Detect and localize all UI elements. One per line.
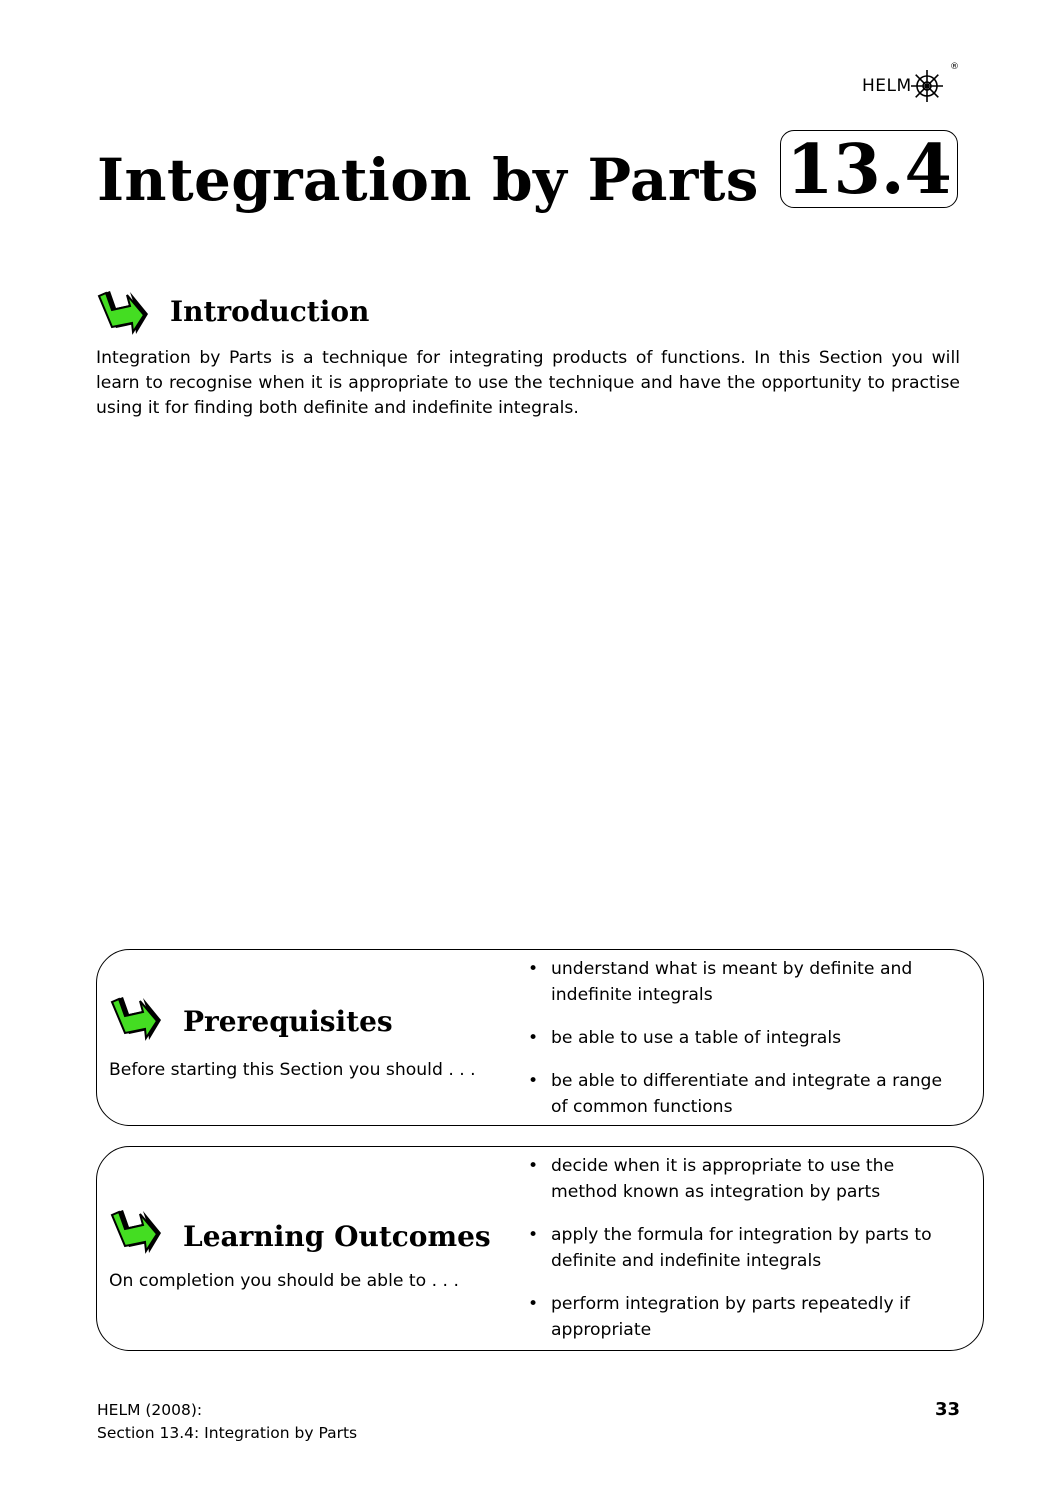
registered-mark: ® (950, 62, 959, 72)
green-arrow-icon (109, 1207, 165, 1259)
learning-outcomes-box (96, 1146, 984, 1351)
footer-line-1: HELM (2008): (97, 1401, 203, 1419)
list-item: • apply the formula for integration by parts to definite and indefinite integrals (525, 1222, 945, 1274)
list-item: • be able to differentiate and integrate a range of common functions (525, 1068, 945, 1120)
list-item: • perform integration by parts repeatedly if appropriate (525, 1291, 945, 1343)
prerequisites-box (96, 949, 984, 1126)
list-item: • be able to use a table of integrals (525, 1025, 945, 1051)
learning-outcomes-subtitle: On completion you should be able to . . . (109, 1271, 459, 1291)
green-arrow-icon (96, 288, 152, 340)
list-item: • understand what is meant by definite and indefinite integrals (525, 956, 945, 1008)
introduction-text: Integration by Parts is a technique for integrating products of functions. In this Section you will learn to recognise when it is appropriate to use the technique and have the opportunity to practise using it for finding both definite and indefinite integrals. (96, 348, 960, 418)
list-item: • decide when it is appropriate to use the method known as integration by parts (525, 1153, 945, 1205)
prerequisites-heading: Prerequisites (183, 1005, 393, 1038)
introduction-heading: Introduction (170, 295, 370, 328)
prerequisites-list (525, 956, 945, 1137)
learning-outcomes-heading: Learning Outcomes (183, 1220, 491, 1253)
prerequisites-subtitle: Before starting this Section you should . . . (109, 1060, 476, 1080)
page-title: Integration by Parts (97, 146, 759, 214)
footer-citation (97, 1399, 357, 1445)
footer-line-2: Section 13.4: Integration by Parts (97, 1424, 358, 1442)
helm-logo (862, 62, 959, 106)
learning-outcomes-list (525, 1153, 945, 1360)
green-arrow-icon (109, 994, 165, 1046)
section-number: 13.4 (786, 130, 952, 210)
page-number: 33 (934, 1399, 960, 1420)
logo-text: HELM (862, 76, 912, 96)
ships-wheel-icon (910, 69, 944, 103)
